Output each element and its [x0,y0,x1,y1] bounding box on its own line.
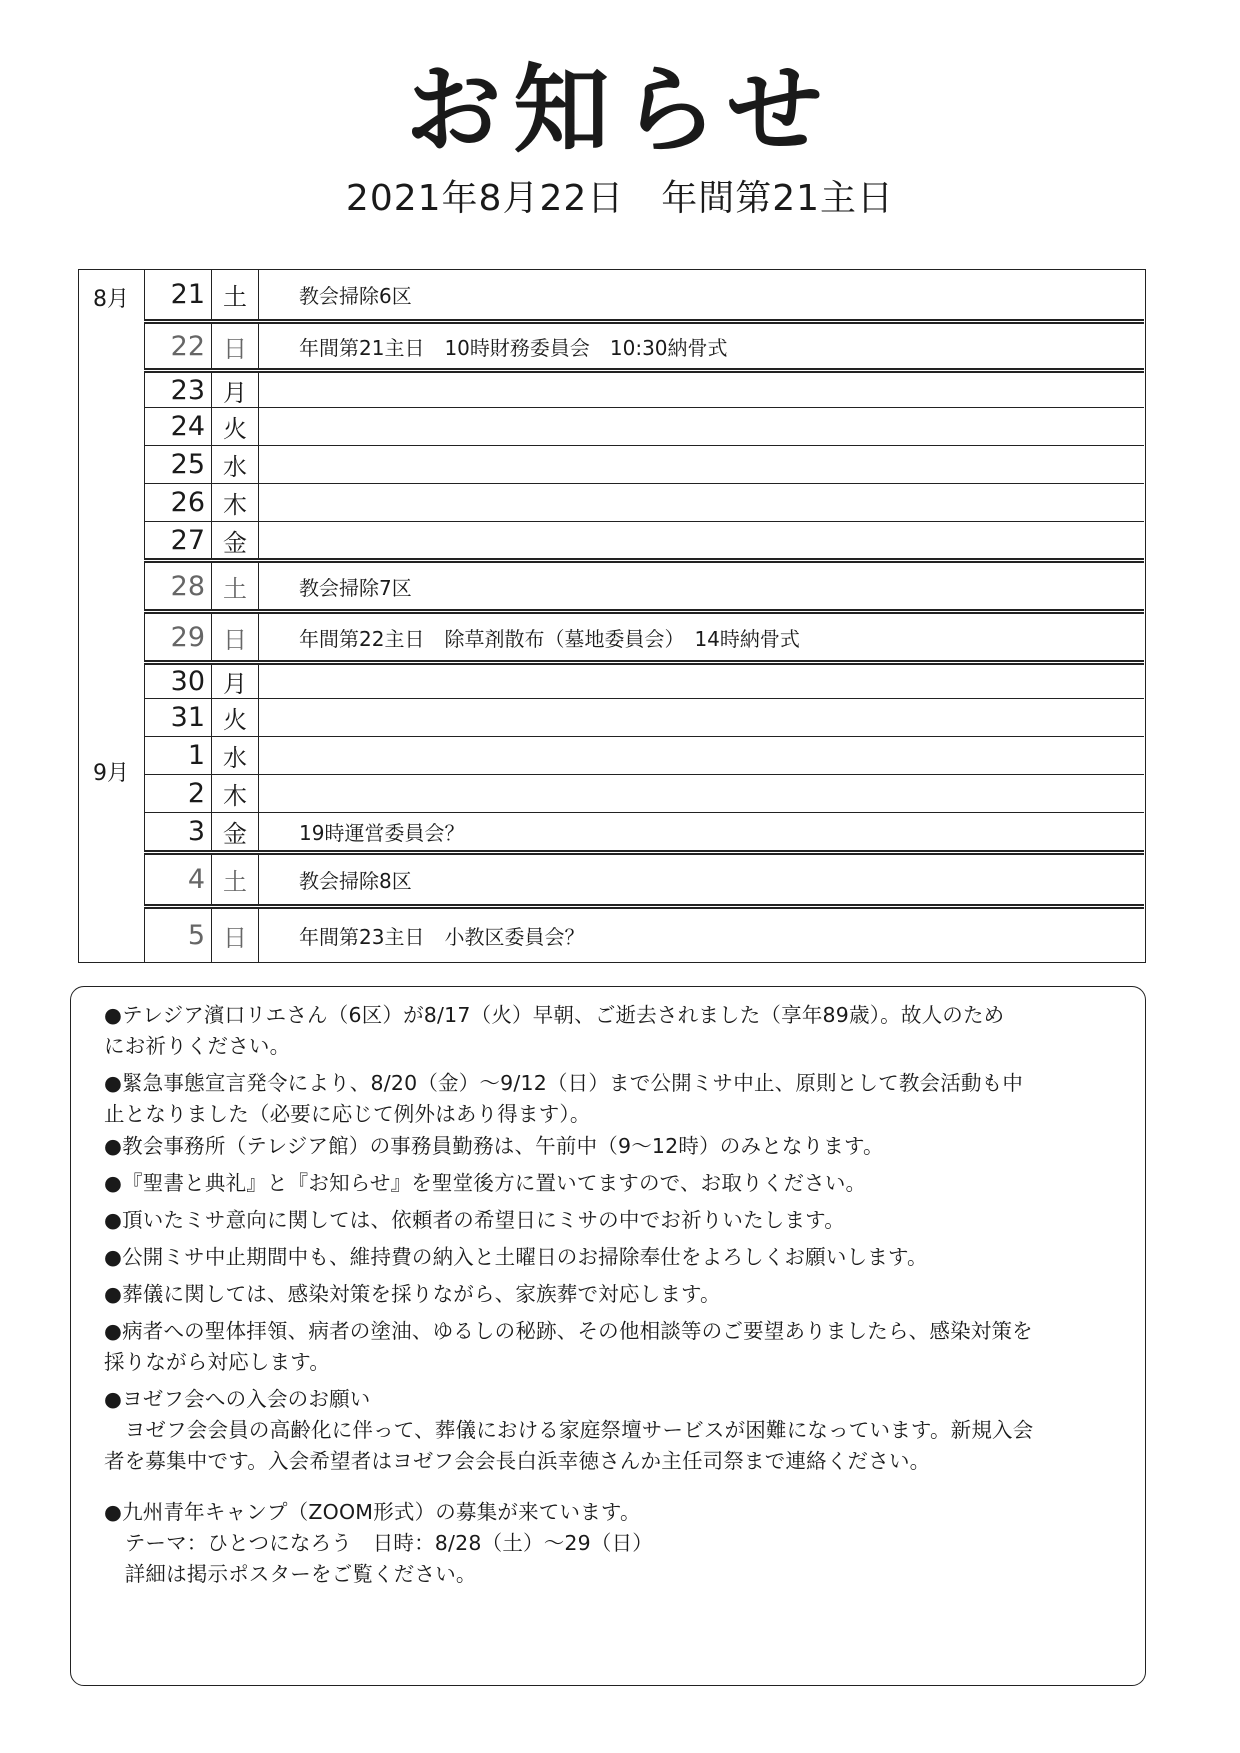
calendar-row [144,270,1144,319]
notice-item: ●葬儀に関しては、感染対策を採りながら、家族葬で対応します。 [104,1282,721,1306]
event-text: 年間第22主日 除草剤散布（墓地委員会） 14時納骨式 [258,614,1144,660]
calendar-row [144,904,1144,962]
day-number: 28 [144,563,211,609]
notice-item: ●ヨゼフ会への入会のお願い ヨゼフ会会員の高齢化に伴って、葬儀における家庭祭壇サービスが困難になっています。新規入会 者を募集中です。入会希望者はヨゼフ会会長白浜幸徳さんか主任司祭まで連絡ください。 [104,1387,1034,1473]
day-number: 30 [144,665,211,698]
page-title: お知らせ [405,54,835,166]
event-text [258,699,1144,736]
day-number: 3 [144,813,211,850]
day-number: 26 [144,484,211,521]
calendar-row [144,319,1144,368]
month-label-september: 9月 [93,761,129,786]
day-of-week: 月 [211,373,258,407]
day-of-week: 木 [211,484,258,521]
day-of-week: 土 [211,855,258,904]
notice-item: ●テレジア濱口リエさん（6区）が8/17（火）早朝、ご逝去されました（享年89歳）。故人のため にお祈りください。 [104,1003,1005,1058]
notice-item: ●緊急事態宣言発令により、8/20（金）～9/12（日）まで公開ミサ中止、原則として教会活動も中 止となりました（必要に応じて例外はあり得ます）。 [104,1071,1024,1126]
day-number: 22 [144,324,211,368]
day-number: 27 [144,522,211,558]
calendar-row [144,774,1144,812]
calendar-row [144,558,1144,609]
day-number: 24 [144,408,211,445]
event-text: 教会掃除7区 [258,563,1144,609]
day-number: 21 [144,270,211,319]
calendar-row [144,609,1144,660]
schedule-calendar [78,269,1146,963]
day-number: 29 [144,614,211,660]
calendar-row [144,445,1144,483]
day-number: 5 [144,909,211,962]
event-text [258,665,1144,698]
month-column [79,270,144,962]
day-of-week: 木 [211,775,258,812]
day-of-week: 土 [211,270,258,319]
event-text: 19時運営委員会？ [258,813,1144,850]
notice-item: ●病者への聖体拝領、病者の塗油、ゆるしの秘跡、その他相談等のご要望ありましたら、感染対策を 採りながら対応します。 [104,1319,1033,1374]
day-number: 4 [144,855,211,904]
calendar-row [144,850,1144,904]
calendar-row [144,521,1144,558]
day-of-week: 金 [211,813,258,850]
calendar-row [144,736,1144,774]
calendar-row [144,368,1144,407]
day-of-week: 水 [211,446,258,483]
day-of-week: 月 [211,665,258,698]
event-text [258,408,1144,445]
day-of-week: 水 [211,737,258,774]
calendar-row [144,407,1144,445]
day-of-week: 火 [211,699,258,736]
day-of-week: 金 [211,522,258,558]
event-text [258,484,1144,521]
event-text [258,737,1144,774]
event-text: 年間第21主日 10時財務委員会 10:30納骨式 [258,324,1144,368]
page-subtitle: 2021年8月22日 年間第21主日 [345,178,895,219]
day-number: 1 [144,737,211,774]
event-text [258,775,1144,812]
day-of-week: 土 [211,563,258,609]
notice-item: ●九州青年キャンプ（ZOOM形式）の募集が来ています。 テーマ：ひとつになろう 日時：8/28（土）～29（日） 詳細は掲示ポスターをご覧ください。 [104,1500,654,1586]
day-of-week: 火 [211,408,258,445]
day-of-week: 日 [211,614,258,660]
notice-item: ●『聖書と典礼』と『お知らせ』を聖堂後方に置いてますので、お取りください。 [104,1171,867,1195]
day-number: 25 [144,446,211,483]
day-of-week: 日 [211,324,258,368]
month-label-august: 8月 [93,287,129,312]
event-text: 年間第23主日 小教区委員会？ [258,909,1144,962]
day-number: 2 [144,775,211,812]
notice-item: ●教会事務所（テレジア館）の事務員勤務は、午前中（9～12時）のみとなります。 [104,1134,884,1158]
event-text: 教会掃除6区 [258,270,1144,319]
event-text: 教会掃除8区 [258,855,1144,904]
calendar-row [144,483,1144,521]
day-number: 31 [144,699,211,736]
event-text [258,446,1144,483]
event-text [258,522,1144,558]
day-of-week: 日 [211,909,258,962]
calendar-row [144,660,1144,698]
notice-item: ●公開ミサ中止期間中も、維持費の納入と土曜日のお掃除奉仕をよろしくお願いします。 [104,1245,928,1269]
event-text [258,373,1144,407]
day-number: 23 [144,373,211,407]
notice-item: ●頂いたミサ意向に関しては、依頼者の希望日にミサの中でお祈りいたします。 [104,1208,845,1232]
calendar-row [144,812,1144,850]
calendar-row [144,698,1144,736]
